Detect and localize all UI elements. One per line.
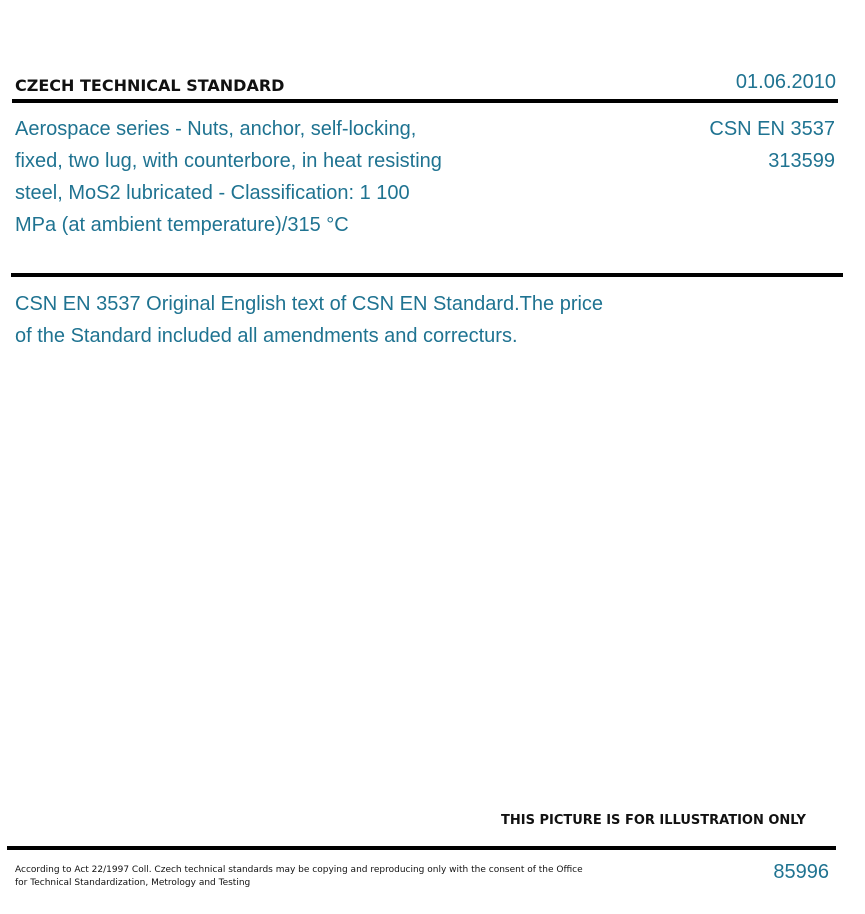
document-heading: CZECH TECHNICAL STANDARD [15,76,285,95]
title-line: fixed, two lug, with counterbore, in heat resisting [15,150,442,172]
title-line: MPa (at ambient temperature)/315 °C [15,214,349,236]
title-line: Aerospace series - Nuts, anchor, self-locking, [15,118,417,140]
description-line: of the Standard included all amendments and correcturs. [15,325,518,347]
header-divider [12,99,838,103]
description-line: CSN EN 3537 Original English text of CSN EN Standard.The price [15,293,604,315]
illustration-note: THIS PICTURE IS FOR ILLUSTRATION ONLY [501,813,806,828]
catalog-number: 313599 [768,150,835,172]
section-divider [11,273,843,277]
footer-divider [7,846,836,850]
publication-date: 01.06.2010 [735,71,836,93]
standard-description [15,288,603,352]
title-line: steel, MoS2 lubricated - Classification: 1 100 [15,182,410,204]
standard-title [15,113,495,241]
standard-identifiers [709,113,835,177]
product-code: 85996 [773,861,829,883]
legal-line: for Technical Standardization, Metrology and Testing [15,878,251,888]
standard-designation: CSN EN 3537 [709,118,835,140]
legal-notice [15,864,583,890]
legal-line: According to Act 22/1997 Coll. Czech technical standards may be copying and reproducing only with the consent of the Office [15,865,583,875]
